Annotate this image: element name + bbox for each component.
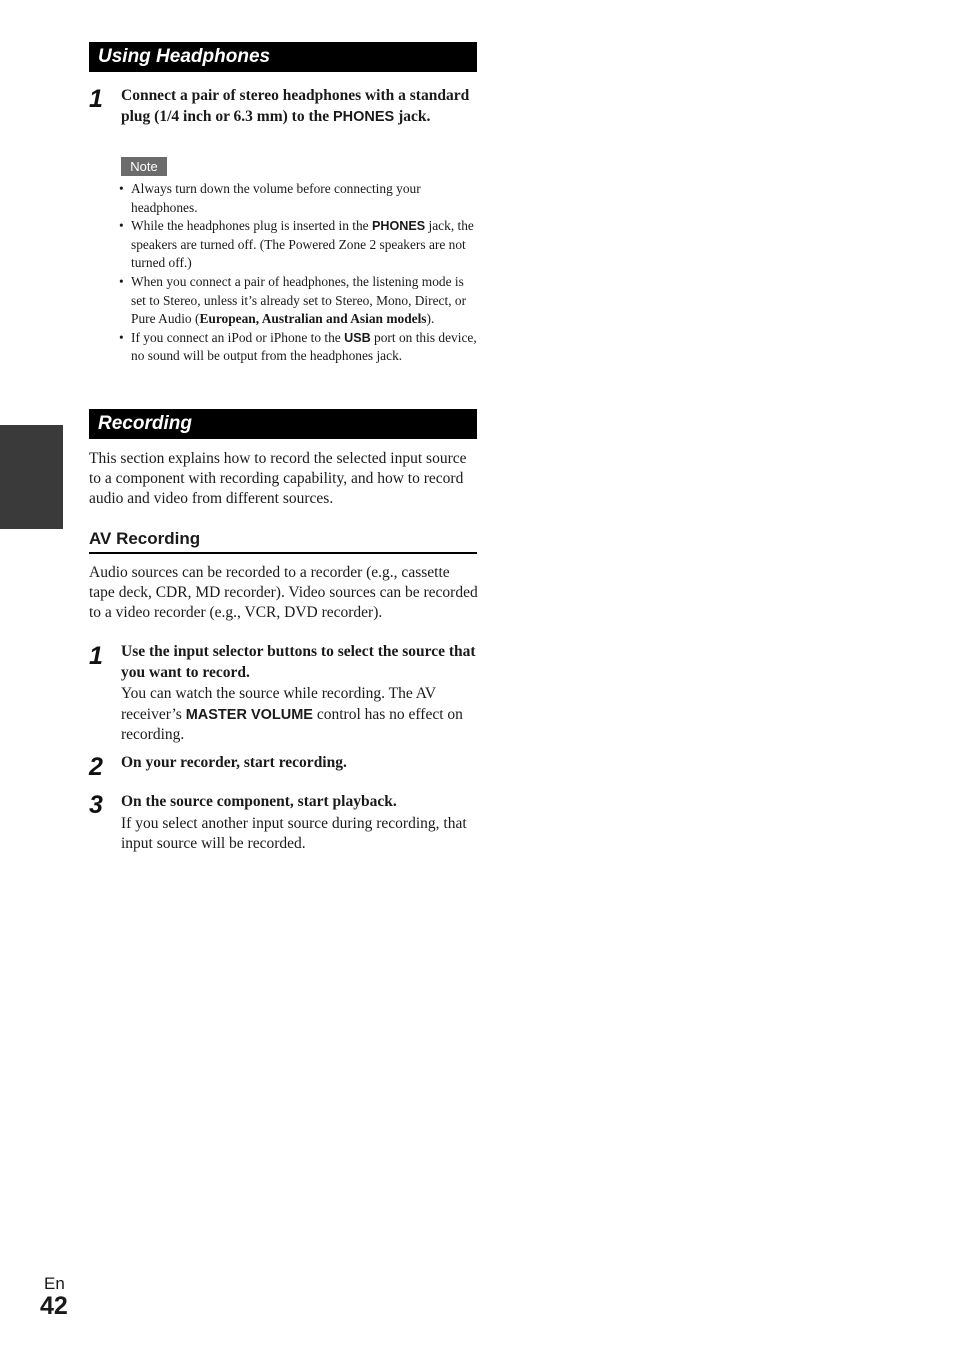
- step-instruction: On your recorder, start recording.: [121, 754, 347, 771]
- step-number: 2: [89, 753, 103, 781]
- av-recording-intro: Audio sources can be recorded to a recorder (e.g., cassette tape deck, CDR, MD recorder). Video sources can be recorded to a video recorder (e.g., VCR, DVD recorder).: [89, 564, 478, 621]
- phones-label: PHONES: [332, 108, 395, 125]
- section-heading-using-headphones: Using Headphones: [89, 42, 477, 72]
- note-item: • While the headphones plug is inserted in the PHONES jack, the speakers are turned off. (The Powered Zone 2 speakers are not turned off.): [119, 217, 479, 273]
- master-volume-label: MASTER VOLUME: [185, 706, 313, 723]
- step-instruction: On the source component, start playback.: [121, 793, 397, 810]
- step-description: If you select another input source during recording, that input source will be recorded.: [121, 814, 467, 852]
- page-language: En: [44, 1274, 65, 1293]
- chapter-side-tab: [0, 425, 63, 529]
- note-list: [119, 180, 479, 366]
- step-description: You can watch the source while recording. The AV receiver’s MASTER VOLUME control has no effect on recording.: [121, 685, 463, 743]
- note-item: • Always turn down the volume before connecting your headphones.: [119, 180, 479, 217]
- subheading-av-recording: AV Recording: [89, 527, 477, 554]
- step-3: [121, 792, 479, 855]
- section-heading-recording: Recording: [89, 409, 477, 439]
- step-number: 3: [89, 791, 103, 819]
- note-label: Note: [121, 157, 167, 176]
- step-instruction: Use the input selector buttons to select the source that you want to record.: [121, 643, 476, 681]
- step-number: 1: [89, 642, 103, 670]
- step-instruction: Connect a pair of stereo headphones with a standard plug (1/4 inch or 6.3 mm) to the PHONES jack.: [121, 87, 470, 125]
- step-1: [121, 642, 479, 746]
- recording-intro: This section explains how to record the selected input source to a component with recording capability, and how to record audio and video from different sources.: [89, 450, 467, 507]
- step-number: 1: [89, 85, 103, 113]
- note-item: • If you connect an iPod or iPhone to the USB port on this device, no sound will be output from the headphones jack.: [119, 329, 479, 366]
- page-number: 42: [40, 1292, 68, 1320]
- note-item: • When you connect a pair of headphones, the listening mode is set to Stereo, unless it’s already set to Stereo, Mono, Direct, or Pure Audio (European, Australian and Asian models).: [119, 273, 479, 329]
